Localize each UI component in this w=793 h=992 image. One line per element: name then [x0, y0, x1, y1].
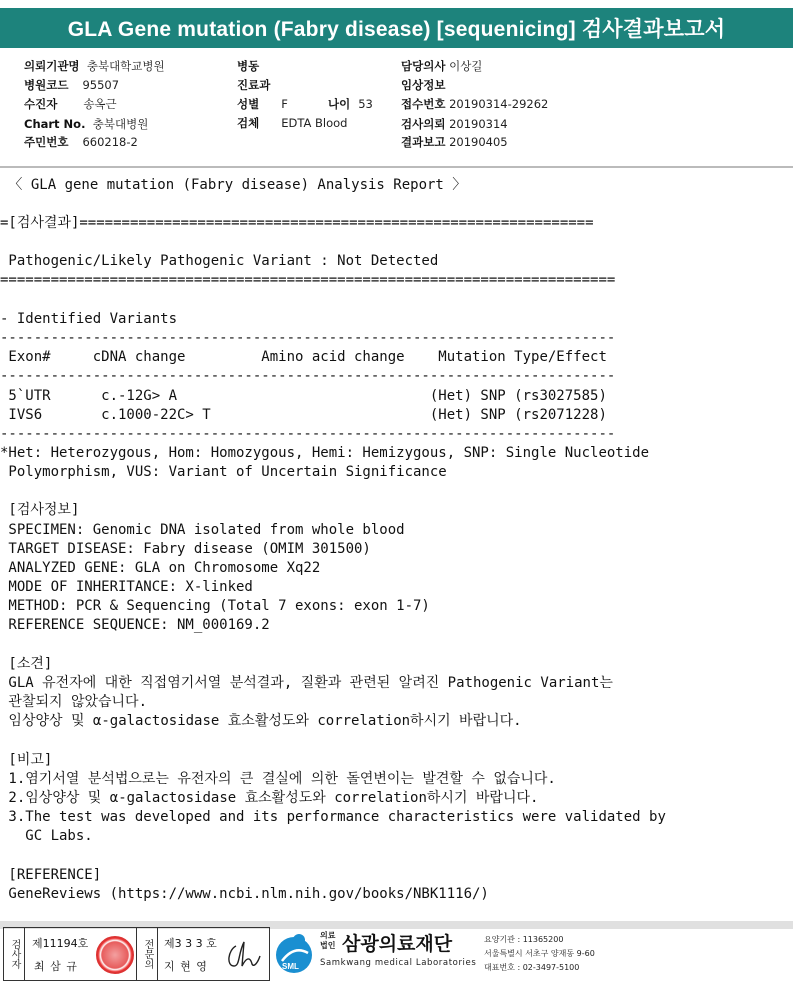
reference-line: GeneReviews (https://www.ncbi.nlm.nih.gov/books/NBK1116/) — [0, 886, 489, 902]
logo-text: SML — [282, 962, 299, 971]
remarks-title: [비고] — [0, 752, 53, 768]
report-heading: 〈 GLA gene mutation (Fabry disease) Analysis Report 〉 — [0, 177, 467, 193]
hospital-code-label: 병원코드 — [24, 78, 69, 92]
org-phone: 대표번호 : 02-3497-5100 — [484, 963, 580, 972]
footnote-line: Polymorphism, VUS: Variant of Uncertain Significance — [0, 464, 447, 480]
receipt-no-value: 20190314-29262 — [449, 97, 549, 111]
chart-no-label: Chart No. — [24, 117, 86, 131]
specimen-field — [237, 115, 347, 131]
doctor-label: 담당의사 — [401, 59, 446, 73]
official-seal — [96, 936, 134, 974]
variant-row: 5`UTR c.-12G> A (Het) SNP (rs3027585) — [0, 388, 607, 404]
specimen-label: 검체 — [237, 116, 260, 130]
test-info-line: SPECIMEN: Genomic DNA isolated from whole blood — [0, 522, 405, 538]
chart-no-value: 충북대병원 — [92, 117, 149, 131]
resident-no-value: 660218-2 — [82, 135, 138, 149]
remarks-line: 2.임상양상 및 α-galactosidase 효소활성도와 correlation하시기 바랍니다. — [0, 790, 539, 806]
signature-mark — [222, 936, 262, 974]
receipt-no-field — [401, 96, 548, 112]
remarks-line: 3.The test was developed and its performance characteristics were validated by — [0, 809, 666, 825]
result-line: Pathogenic/Likely Pathogenic Variant : Not Detected — [0, 253, 439, 269]
report-title: GLA Gene mutation (Fabry disease) [sequenicing] 검사결과보고서 — [0, 8, 793, 48]
institution-label: 의뢰기관명 — [24, 59, 80, 73]
test-info-line: ANALYZED GENE: GLA on Chromosome Xq22 — [0, 560, 321, 576]
resident-no-field — [24, 134, 138, 150]
chart-no-field — [24, 116, 148, 132]
test-info-line: METHOD: PCR & Sequencing (Total 7 exons: exon 1-7) — [0, 598, 430, 614]
receipt-no-label: 접수번호 — [401, 97, 446, 111]
age-field — [328, 96, 373, 112]
sex-label: 성별 — [237, 97, 260, 111]
request-date-field — [401, 116, 508, 132]
report-date-value: 20190405 — [449, 135, 508, 149]
department-field — [237, 77, 270, 93]
org-name: 삼광의료재단 — [342, 933, 453, 955]
remarks-line: 1.염기서열 분석법으로는 유전자의 큰 결실에 의한 돌연변이는 발견할 수 없습니다. — [0, 771, 556, 787]
org-english: Samkwang medical Laboratories — [320, 958, 477, 968]
report-body — [0, 166, 793, 921]
sex-value: F — [281, 97, 288, 111]
variant-row: IVS6 c.1000-22C> T (Het) SNP (rs2071228) — [0, 407, 607, 423]
examiner-license: 제11194호 — [32, 937, 89, 950]
org-address: 서울특별시 서초구 양재동 9-60 — [484, 949, 595, 958]
institution-field — [24, 58, 165, 74]
confirm-tag: 전문의 — [136, 928, 158, 980]
patient-label: 수진자 — [24, 97, 58, 111]
opinion-title: [소견] — [0, 656, 53, 672]
department-label: 진료과 — [237, 78, 271, 92]
signature-box — [3, 927, 270, 981]
hospital-code-field — [24, 77, 119, 93]
resident-no-label: 주민번호 — [24, 135, 69, 149]
patient-value: 송옥근 — [83, 97, 117, 111]
test-info-title: [검사정보] — [0, 502, 80, 518]
sex-field — [237, 96, 288, 112]
variants-table-header: Exon# cDNA change Amino acid change Mutation Type/Effect — [0, 349, 607, 365]
opinion-line: 관찰되지 않았습니다. — [0, 694, 148, 710]
patient-info-panel — [0, 48, 793, 168]
request-date-value: 20190314 — [449, 117, 508, 131]
examiner-name: 최 삼 규 — [34, 960, 78, 973]
institution-value: 충북대학교병원 — [86, 59, 165, 73]
age-label: 나이 — [328, 97, 351, 111]
examiner-tag: 검사자 — [4, 928, 25, 980]
reference-title: [REFERENCE] — [0, 867, 102, 883]
test-info-line: REFERENCE SEQUENCE: NM_000169.2 — [0, 617, 270, 633]
variants-title: - Identified Variants — [0, 311, 178, 327]
double-rule: ========================================================================= — [0, 272, 616, 288]
test-info-line: MODE OF INHERITANCE: X-linked — [0, 579, 253, 595]
clinical-label: 임상정보 — [401, 78, 446, 92]
org-license: 요양기관 : 11365200 — [484, 935, 564, 944]
age-value: 53 — [358, 97, 373, 111]
request-date-label: 검사의뢰 — [401, 117, 446, 131]
footnote-line: *Het: Heterozygous, Hom: Homozygous, Hemi: Hemizygous, SNP: Single Nucleotide — [0, 445, 650, 461]
opinion-line: GLA 유전자에 대한 직접염기서열 분석결과, 질환과 관련된 알려진 Pathogenic Variant는 — [0, 675, 613, 691]
hospital-code-value: 95507 — [82, 78, 120, 92]
sml-logo-icon — [272, 931, 316, 975]
ward-field — [237, 58, 259, 74]
footer — [0, 927, 793, 992]
report-date-field — [401, 134, 508, 150]
report-date-label: 결과보고 — [401, 135, 446, 149]
table-rule-bottom: ------------------------------------------------------------------------- — [0, 426, 616, 442]
confirm-license: 제3 3 3 호 — [164, 937, 217, 950]
patient-field — [24, 96, 117, 112]
doctor-field — [401, 58, 482, 74]
clinical-field — [401, 77, 445, 93]
table-rule-top: ------------------------------------------------------------------------- — [0, 330, 616, 346]
remarks-line: GC Labs. — [0, 828, 93, 844]
table-rule-mid: ------------------------------------------------------------------------- — [0, 368, 616, 384]
test-info-line: TARGET DISEASE: Fabry disease (OMIM 301500) — [0, 541, 371, 557]
specimen-value: EDTA Blood — [281, 116, 348, 130]
ward-label: 병동 — [237, 59, 260, 73]
confirm-name: 지 현 영 — [164, 960, 208, 973]
opinion-line: 임상양상 및 α-galactosidase 효소활성도와 correlation하시기 바랍니다. — [0, 713, 522, 729]
doctor-value: 이상길 — [449, 59, 483, 73]
result-header: =[검사결과]============================================================= — [0, 215, 594, 231]
org-prefix: 의료 법인 — [320, 931, 336, 950]
